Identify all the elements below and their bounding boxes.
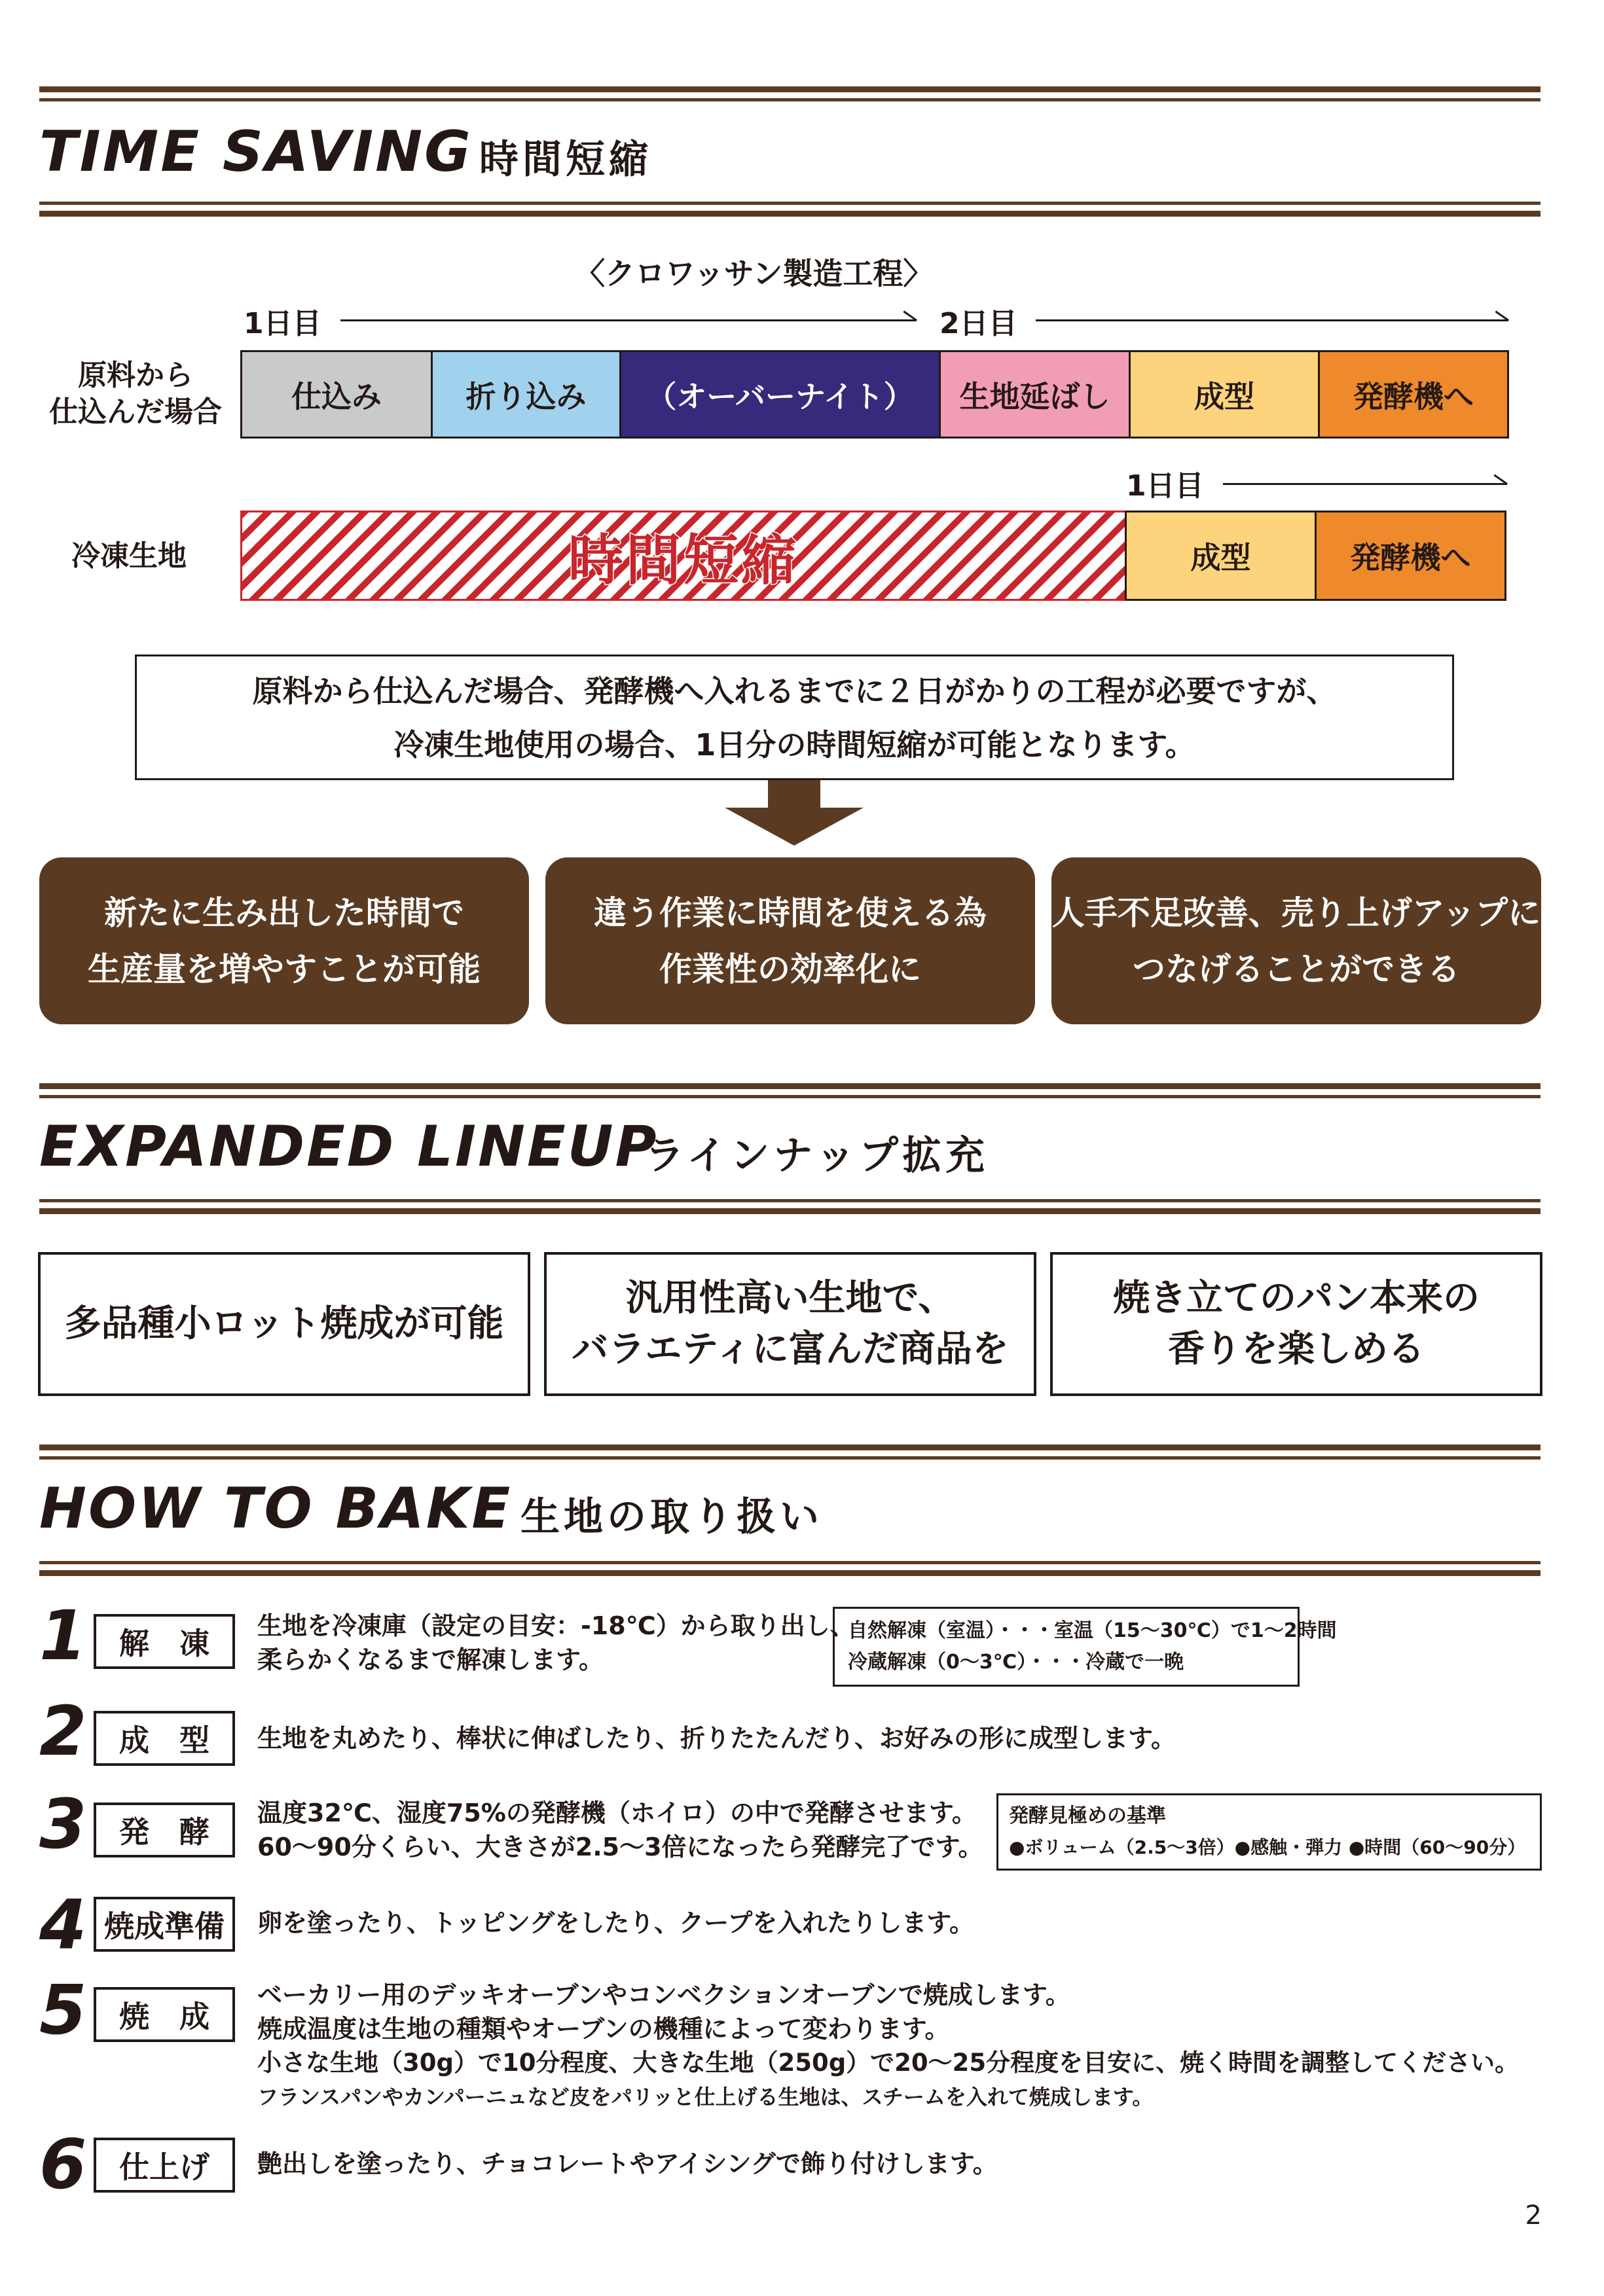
bake-rule-bottom-thin: [39, 1561, 1540, 1564]
benefit-1-line1: 新たに生み出した時間で: [104, 893, 464, 932]
header-rule-bottom-thin: [39, 202, 1540, 205]
process-title: 〈クロワッサン製造工程〉: [575, 256, 934, 291]
row1-step-overnight: （オーバーナイト）: [619, 350, 941, 439]
time-saving-subtitle: 時間短縮: [479, 137, 652, 183]
step-3-line2: 60〜90分くらい、大きさが2.5〜3倍になったら発酵完了です。: [257, 1833, 983, 1861]
lineup-box-2-line1: 汎用性高い生地で、: [625, 1277, 955, 1319]
step-5-line3: 小さな生地（30g）で10分程度、大きな生地（250g）で20〜25分程度を目安に、焼く時間を調整してください。: [257, 2049, 1520, 2077]
row2-time-saved-label: 時間短縮: [568, 528, 799, 592]
lineup-rule-bottom-thin: [39, 1199, 1540, 1202]
row1-label-line1: 原料から: [78, 359, 193, 392]
step-1-line2: 柔らかくなるまで解凍します。: [257, 1645, 604, 1674]
header-rule-top: [39, 86, 1540, 92]
row1-label-line2: 仕込んだ場合: [49, 395, 222, 429]
down-arrow-icon: [725, 780, 864, 846]
proof-info-box: [996, 1793, 1542, 1871]
time-saving-note-line1: 原料から仕込んだ場合、発酵機へ入れるまでに２日がかりの工程が必要ですが、: [252, 673, 1337, 709]
step-1-text: [257, 1609, 855, 1677]
step-5-note: フランスパンやカンパーニュなど皮をパリッと仕上げる生地は、スチームを入れて焼成します。: [257, 2085, 1154, 2109]
day1-arrow: [340, 319, 917, 321]
lineup-box-3-line2: 香りを楽しめる: [1168, 1328, 1425, 1371]
thaw-info-line1: 自然解凍（室温）・・・室温（15〜30℃）で1〜2時間: [848, 1619, 1337, 1642]
header-rule-top-thin: [39, 98, 1540, 101]
row1-step-shaping: 成型: [1129, 350, 1320, 439]
lineup-title: EXPANDED LINEUP: [39, 1114, 659, 1179]
step-3-text: [257, 1796, 983, 1864]
step-6-number: 6: [39, 2125, 87, 2204]
row1-step-rolling: 生地延ばし: [939, 350, 1131, 439]
step-5-line2: 焼成温度は生地の種類やオーブンの機種によって変わります。: [257, 2015, 950, 2043]
proof-info-line2: ●ボリューム（2.5〜3倍）●感触・弾力 ●時間（60〜90分）: [1009, 1837, 1526, 1858]
row2-day-arrow: [1223, 483, 1507, 485]
lineup-box-2: [544, 1252, 1036, 1396]
step-4-text: [257, 1906, 974, 1940]
time-saving-title: TIME SAVING: [39, 119, 473, 185]
bake-subtitle: 生地の取り扱い: [520, 1494, 823, 1540]
lineup-box-2-line2: バラエティに富んだ商品を: [572, 1328, 1009, 1371]
day2-label: 2日目: [939, 307, 1017, 340]
step-4-number: 4: [39, 1885, 87, 1965]
step-6-label: 仕上げ: [94, 2138, 235, 2193]
benefit-box-1: [39, 857, 529, 1024]
step-2-line1: 生地を丸めたり、棒状に伸ばしたり、折りたたんだり、お好みの形に成型します。: [257, 1724, 1176, 1753]
lineup-box-1-line1: 多品種小ロット焼成が可能: [64, 1302, 504, 1345]
row1-step-proofer: 発酵機へ: [1318, 350, 1509, 439]
step-3-number: 3: [39, 1784, 87, 1864]
proof-info-line1: 発酵見極めの基準: [1009, 1804, 1166, 1827]
lineup-rule-bottom: [39, 1208, 1540, 1214]
step-5-number: 5: [39, 1970, 87, 2050]
step-2-label: 成 型: [94, 1711, 235, 1766]
row2-day-label: 1日目: [1126, 469, 1204, 503]
step-2-number: 2: [39, 1691, 87, 1771]
lineup-rule-top: [39, 1083, 1540, 1089]
lineup-box-3-line1: 焼き立てのパン本来の: [1113, 1277, 1480, 1319]
benefit-3-line1: 人手不足改善、売り上げアップに: [1051, 893, 1541, 932]
step-4-label: 焼成準備: [94, 1897, 235, 1952]
bake-title: HOW TO BAKE: [39, 1476, 513, 1541]
step-5-text: [257, 1978, 1519, 2114]
header-rule-bottom: [39, 211, 1540, 217]
step-5-label: 焼 成: [94, 1987, 235, 2042]
step-6-text: [257, 2147, 998, 2181]
bake-rule-top-thin: [39, 1456, 1540, 1460]
thaw-info-line2: 冷蔵解凍（0〜3℃）・・・冷蔵で一晩: [848, 1651, 1184, 1674]
time-saving-note-line2: 冷凍生地使用の場合、1日分の時間短縮が可能となります。: [393, 727, 1195, 762]
page-number: 2: [1525, 2200, 1542, 2231]
benefit-1-line2: 生産量を増やすことが可能: [88, 950, 481, 988]
benefit-3-line2: つなげることができる: [1133, 950, 1460, 988]
row2-step-shaping: 成型: [1125, 511, 1317, 601]
step-4-line1: 卵を塗ったり、トッピングをしたり、クープを入れたりします。: [257, 1909, 975, 1937]
day1-label: 1日目: [244, 307, 321, 340]
lineup-box-3: [1050, 1252, 1542, 1396]
benefit-2-line2: 作業性の効率化に: [659, 950, 921, 988]
step-1-line1: 生地を冷凍庫（設定の目安：-18℃）から取り出し、: [257, 1611, 855, 1640]
step-1-label: 解 凍: [94, 1614, 235, 1669]
bake-rule-top: [39, 1444, 1540, 1450]
day2-arrow: [1036, 319, 1508, 321]
row1-label: [34, 357, 237, 431]
lineup-subtitle: ラインナップ拡充: [645, 1133, 989, 1179]
thaw-info-box: [833, 1607, 1337, 1687]
bake-rule-bottom: [39, 1570, 1540, 1576]
row1-step-folding: 折り込み: [431, 350, 621, 439]
row1-step-prep: 仕込み: [240, 350, 433, 439]
lineup-rule-top-thin: [39, 1095, 1540, 1098]
step-5-line1: ベーカリー用のデッキオーブンやコンベクションオーブンで焼成します。: [257, 1981, 1070, 2009]
row2-label: 冷凍生地: [71, 539, 187, 573]
row2-time-saved-bar: [240, 511, 1127, 601]
step-1-number: 1: [39, 1596, 87, 1676]
time-saving-note: [135, 655, 1454, 780]
benefit-box-2: [545, 857, 1035, 1024]
step-2-text: [257, 1721, 1176, 1755]
lineup-box-1: [38, 1252, 530, 1396]
step-6-line1: 艶出しを塗ったり、チョコレートやアイシングで飾り付けします。: [257, 2149, 998, 2178]
step-3-label: 発 酵: [94, 1803, 235, 1857]
benefit-2-line1: 違う作業に時間を使える為: [594, 893, 987, 932]
step-3-line1: 温度32℃、湿度75%の発酵機（ホイロ）の中で発酵させます。: [257, 1799, 977, 1827]
row2-step-proofer: 発酵機へ: [1315, 511, 1506, 601]
benefit-box-3: [1051, 857, 1541, 1024]
